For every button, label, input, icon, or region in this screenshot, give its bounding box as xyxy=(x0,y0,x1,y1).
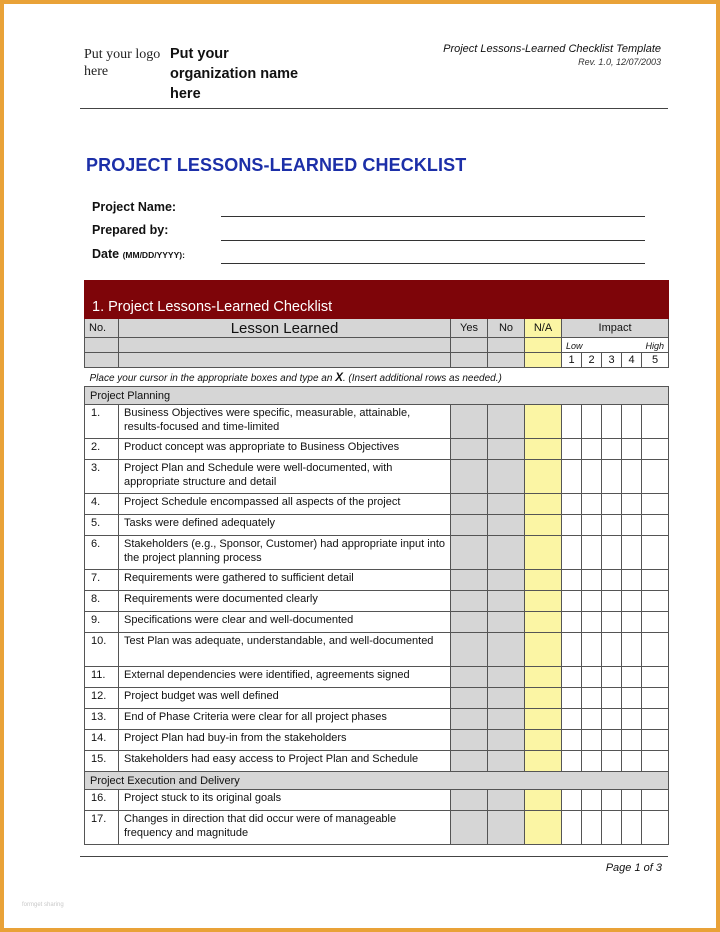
na-cell[interactable] xyxy=(525,536,562,570)
project-name-label: Project Name: xyxy=(92,200,177,214)
yes-cell[interactable] xyxy=(451,494,488,515)
item-number: 5. xyxy=(85,515,119,536)
impact-3-cell[interactable] xyxy=(602,688,622,709)
impact-5-cell[interactable] xyxy=(642,811,669,845)
lesson-text: Project Schedule encompassed all aspects of the project xyxy=(119,494,451,515)
impact-level-3: 3 xyxy=(602,353,622,368)
no-cell[interactable] xyxy=(488,633,525,667)
document-title: PROJECT LESSONS-LEARNED CHECKLIST xyxy=(86,155,467,175)
impact-1-cell[interactable] xyxy=(562,515,582,536)
project-name-field[interactable] xyxy=(221,216,645,217)
impact-5-cell[interactable] xyxy=(642,688,669,709)
section-banner: 1. Project Lessons-Learned Checklist xyxy=(85,281,669,319)
yes-cell[interactable] xyxy=(451,730,488,751)
no-cell[interactable] xyxy=(488,790,525,811)
table-row xyxy=(85,730,669,751)
impact-5-cell[interactable] xyxy=(642,494,669,515)
date-label-text: Date xyxy=(92,247,120,261)
yes-cell[interactable] xyxy=(451,536,488,570)
impact-5-cell[interactable] xyxy=(642,515,669,536)
lesson-text: External dependencies were identified, agreements signed xyxy=(119,667,451,688)
impact-3-cell[interactable] xyxy=(602,536,622,570)
table-row xyxy=(85,633,669,667)
lesson-text: Business Objectives were specific, measurable, attainable, results-focused and time-limited xyxy=(119,405,451,439)
column-header-na: N/A xyxy=(525,319,562,338)
impact-1-cell[interactable] xyxy=(562,460,582,494)
column-header-impact: Impact xyxy=(562,319,669,338)
column-header-lesson: Lesson Learned xyxy=(119,319,451,338)
no-cell[interactable] xyxy=(488,612,525,633)
impact-4-cell[interactable] xyxy=(622,751,642,772)
yes-cell[interactable] xyxy=(451,633,488,667)
na-cell[interactable] xyxy=(525,570,562,591)
no-cell[interactable] xyxy=(488,709,525,730)
header-filler-na xyxy=(525,338,562,353)
header-filler xyxy=(488,338,525,353)
header-filler xyxy=(451,353,488,368)
lesson-text: Requirements were documented clearly xyxy=(119,591,451,612)
no-cell[interactable] xyxy=(488,667,525,688)
impact-1-cell[interactable] xyxy=(562,790,582,811)
impact-3-cell[interactable] xyxy=(602,494,622,515)
item-number: 8. xyxy=(85,591,119,612)
no-cell[interactable] xyxy=(488,751,525,772)
lesson-text: Changes in direction that did occur were of manageable frequency and magnitude xyxy=(119,811,451,845)
lesson-text: Project stuck to its original goals xyxy=(119,790,451,811)
impact-1-cell[interactable] xyxy=(562,811,582,845)
impact-1-cell[interactable] xyxy=(562,730,582,751)
impact-1-cell[interactable] xyxy=(562,494,582,515)
column-header-yes: Yes xyxy=(451,319,488,338)
impact-4-cell[interactable] xyxy=(622,460,642,494)
no-cell[interactable] xyxy=(488,570,525,591)
impact-3-cell[interactable] xyxy=(602,633,622,667)
no-cell[interactable] xyxy=(488,536,525,570)
impact-5-cell[interactable] xyxy=(642,536,669,570)
na-cell[interactable] xyxy=(525,591,562,612)
impact-1-cell[interactable] xyxy=(562,709,582,730)
page-number: Page 1 of 3 xyxy=(605,862,662,874)
impact-4-cell[interactable] xyxy=(622,709,642,730)
impact-4-cell[interactable] xyxy=(622,591,642,612)
impact-2-cell[interactable] xyxy=(582,633,602,667)
impact-4-cell[interactable] xyxy=(622,790,642,811)
impact-2-cell[interactable] xyxy=(582,570,602,591)
table-row xyxy=(85,612,669,633)
impact-1-cell[interactable] xyxy=(562,612,582,633)
impact-4-cell[interactable] xyxy=(622,730,642,751)
no-cell[interactable] xyxy=(488,515,525,536)
yes-cell[interactable] xyxy=(451,751,488,772)
impact-level-4: 4 xyxy=(622,353,642,368)
item-number: 13. xyxy=(85,709,119,730)
table-row xyxy=(85,515,669,536)
impact-4-cell[interactable] xyxy=(622,494,642,515)
yes-cell[interactable] xyxy=(451,515,488,536)
impact-1-cell[interactable] xyxy=(562,633,582,667)
impact-2-cell[interactable] xyxy=(582,494,602,515)
section-title: Project Execution and Delivery xyxy=(85,772,669,790)
table-row xyxy=(85,709,669,730)
document-page xyxy=(4,4,716,928)
impact-1-cell[interactable] xyxy=(562,439,582,460)
impact-3-cell[interactable] xyxy=(602,591,622,612)
na-cell[interactable] xyxy=(525,688,562,709)
impact-2-cell[interactable] xyxy=(582,751,602,772)
item-number: 7. xyxy=(85,570,119,591)
table-row xyxy=(85,439,669,460)
header-filler xyxy=(119,353,451,368)
yes-cell[interactable] xyxy=(451,667,488,688)
impact-2-cell[interactable] xyxy=(582,460,602,494)
impact-3-cell[interactable] xyxy=(602,515,622,536)
yes-cell[interactable] xyxy=(451,709,488,730)
yes-cell[interactable] xyxy=(451,811,488,845)
impact-4-cell[interactable] xyxy=(622,688,642,709)
impact-3-cell[interactable] xyxy=(602,709,622,730)
prepared-by-field[interactable] xyxy=(221,240,645,241)
impact-scale-labels xyxy=(562,338,669,353)
item-number: 9. xyxy=(85,612,119,633)
header-filler xyxy=(451,338,488,353)
table-row xyxy=(85,536,669,570)
impact-2-cell[interactable] xyxy=(582,536,602,570)
impact-3-cell[interactable] xyxy=(602,811,622,845)
section-header-row xyxy=(85,387,669,405)
lesson-text: End of Phase Criteria were clear for all project phases xyxy=(119,709,451,730)
instructions-x-mark: X xyxy=(335,372,343,384)
lesson-text: Project budget was well defined xyxy=(119,688,451,709)
lesson-text: Project Plan and Schedule were well-documented, with appropriate structure and detail xyxy=(119,460,451,494)
no-cell[interactable] xyxy=(488,811,525,845)
impact-4-cell[interactable] xyxy=(622,536,642,570)
impact-5-cell[interactable] xyxy=(642,667,669,688)
no-cell[interactable] xyxy=(488,460,525,494)
na-cell[interactable] xyxy=(525,811,562,845)
lesson-text: Stakeholders (e.g., Sponsor, Customer) had appropriate input into the project planning process xyxy=(119,536,451,570)
na-cell[interactable] xyxy=(525,405,562,439)
header-filler xyxy=(85,338,119,353)
impact-5-cell[interactable] xyxy=(642,790,669,811)
lesson-text: Stakeholders had easy access to Project Plan and Schedule xyxy=(119,751,451,772)
impact-4-cell[interactable] xyxy=(622,811,642,845)
item-number: 16. xyxy=(85,790,119,811)
lessons-learned-table xyxy=(84,280,669,845)
impact-5-cell[interactable] xyxy=(642,570,669,591)
na-cell[interactable] xyxy=(525,751,562,772)
na-cell[interactable] xyxy=(525,612,562,633)
no-cell[interactable] xyxy=(488,730,525,751)
table-row xyxy=(85,494,669,515)
section-title: Project Planning xyxy=(85,387,669,405)
na-cell[interactable] xyxy=(525,494,562,515)
column-header-no: No. xyxy=(85,319,119,338)
impact-3-cell[interactable] xyxy=(602,790,622,811)
instructions xyxy=(85,368,669,387)
no-cell[interactable] xyxy=(488,405,525,439)
item-number: 1. xyxy=(85,405,119,439)
impact-3-cell[interactable] xyxy=(602,439,622,460)
item-number: 12. xyxy=(85,688,119,709)
item-number: 11. xyxy=(85,667,119,688)
impact-3-cell[interactable] xyxy=(602,667,622,688)
impact-2-cell[interactable] xyxy=(582,730,602,751)
header-filler xyxy=(119,338,451,353)
impact-2-cell[interactable] xyxy=(582,439,602,460)
impact-5-cell[interactable] xyxy=(642,709,669,730)
impact-4-cell[interactable] xyxy=(622,405,642,439)
impact-4-cell[interactable] xyxy=(622,633,642,667)
header-divider xyxy=(80,108,668,109)
table-row xyxy=(85,667,669,688)
impact-high-label: High xyxy=(645,341,665,351)
impact-2-cell[interactable] xyxy=(582,790,602,811)
impact-2-cell[interactable] xyxy=(582,667,602,688)
yes-cell[interactable] xyxy=(451,405,488,439)
item-number: 10. xyxy=(85,633,119,667)
table-row xyxy=(85,688,669,709)
na-cell[interactable] xyxy=(525,790,562,811)
header-filler-na xyxy=(525,353,562,368)
date-format-hint: (MM/DD/YYYY): xyxy=(122,250,185,260)
logo-placeholder: Put your logo here xyxy=(84,47,161,79)
item-number: 2. xyxy=(85,439,119,460)
impact-3-cell[interactable] xyxy=(602,730,622,751)
lesson-text: Product concept was appropriate to Business Objectives xyxy=(119,439,451,460)
impact-4-cell[interactable] xyxy=(622,515,642,536)
yes-cell[interactable] xyxy=(451,439,488,460)
table-row xyxy=(85,811,669,845)
no-cell[interactable] xyxy=(488,591,525,612)
instructions-text: Place your cursor in the appropriate boxes and type an xyxy=(89,373,336,384)
organization-name-placeholder: Put your organization name here xyxy=(170,46,299,102)
impact-2-cell[interactable] xyxy=(582,688,602,709)
impact-4-cell[interactable] xyxy=(622,667,642,688)
prepared-by-label: Prepared by: xyxy=(92,223,169,237)
table-row xyxy=(85,460,669,494)
yes-cell[interactable] xyxy=(451,612,488,633)
lesson-text: Requirements were gathered to sufficient detail xyxy=(119,570,451,591)
table-row xyxy=(85,790,669,811)
lesson-text: Test Plan was adequate, understandable, and well-documented xyxy=(119,633,451,667)
impact-3-cell[interactable] xyxy=(602,405,622,439)
impact-2-cell[interactable] xyxy=(582,811,602,845)
na-cell[interactable] xyxy=(525,667,562,688)
na-cell[interactable] xyxy=(525,460,562,494)
impact-3-cell[interactable] xyxy=(602,612,622,633)
na-cell[interactable] xyxy=(525,515,562,536)
section-header-row xyxy=(85,772,669,790)
impact-5-cell[interactable] xyxy=(642,751,669,772)
impact-1-cell[interactable] xyxy=(562,405,582,439)
item-number: 15. xyxy=(85,751,119,772)
template-revision: Rev. 1.0, 12/07/2003 xyxy=(578,57,661,67)
yes-cell[interactable] xyxy=(451,460,488,494)
impact-1-cell[interactable] xyxy=(562,667,582,688)
lesson-text: Project Plan had buy-in from the stakeholders xyxy=(119,730,451,751)
footer-divider xyxy=(80,856,668,857)
no-cell[interactable] xyxy=(488,494,525,515)
template-title: Project Lessons-Learned Checklist Template xyxy=(443,43,661,55)
no-cell[interactable] xyxy=(488,688,525,709)
na-cell[interactable] xyxy=(525,709,562,730)
impact-1-cell[interactable] xyxy=(562,570,582,591)
item-number: 14. xyxy=(85,730,119,751)
watermark: formget sharing xyxy=(22,902,64,908)
impact-4-cell[interactable] xyxy=(622,570,642,591)
impact-2-cell[interactable] xyxy=(582,612,602,633)
impact-5-cell[interactable] xyxy=(642,612,669,633)
impact-1-cell[interactable] xyxy=(562,536,582,570)
na-cell[interactable] xyxy=(525,730,562,751)
table-row xyxy=(85,405,669,439)
impact-1-cell[interactable] xyxy=(562,751,582,772)
item-number: 3. xyxy=(85,460,119,494)
lesson-text: Tasks were defined adequately xyxy=(119,515,451,536)
yes-cell[interactable] xyxy=(451,790,488,811)
date-field[interactable] xyxy=(221,263,645,264)
impact-5-cell[interactable] xyxy=(642,730,669,751)
item-number: 17. xyxy=(85,811,119,845)
lesson-text: Specifications were clear and well-documented xyxy=(119,612,451,633)
impact-5-cell[interactable] xyxy=(642,591,669,612)
item-number: 4. xyxy=(85,494,119,515)
impact-3-cell[interactable] xyxy=(602,460,622,494)
impact-5-cell[interactable] xyxy=(642,460,669,494)
impact-1-cell[interactable] xyxy=(562,688,582,709)
date-label xyxy=(92,247,185,261)
header-filler xyxy=(488,353,525,368)
impact-2-cell[interactable] xyxy=(582,591,602,612)
impact-5-cell[interactable] xyxy=(642,633,669,667)
table-row xyxy=(85,570,669,591)
impact-low-label: Low xyxy=(566,341,583,351)
impact-1-cell[interactable] xyxy=(562,591,582,612)
impact-2-cell[interactable] xyxy=(582,515,602,536)
impact-4-cell[interactable] xyxy=(622,439,642,460)
impact-3-cell[interactable] xyxy=(602,570,622,591)
na-cell[interactable] xyxy=(525,633,562,667)
instructions-text-end: . (Insert additional rows as needed.) xyxy=(342,373,502,384)
impact-level-2: 2 xyxy=(582,353,602,368)
impact-2-cell[interactable] xyxy=(582,709,602,730)
na-cell[interactable] xyxy=(525,439,562,460)
impact-5-cell[interactable] xyxy=(642,405,669,439)
impact-3-cell[interactable] xyxy=(602,751,622,772)
impact-level-5: 5 xyxy=(642,353,669,368)
column-header-no-answer: No xyxy=(488,319,525,338)
impact-2-cell[interactable] xyxy=(582,405,602,439)
table-row xyxy=(85,751,669,772)
impact-4-cell[interactable] xyxy=(622,612,642,633)
no-cell[interactable] xyxy=(488,439,525,460)
impact-level-1: 1 xyxy=(562,353,582,368)
header-filler xyxy=(85,353,119,368)
yes-cell[interactable] xyxy=(451,688,488,709)
item-number: 6. xyxy=(85,536,119,570)
yes-cell[interactable] xyxy=(451,570,488,591)
yes-cell[interactable] xyxy=(451,591,488,612)
table-row xyxy=(85,591,669,612)
impact-5-cell[interactable] xyxy=(642,439,669,460)
